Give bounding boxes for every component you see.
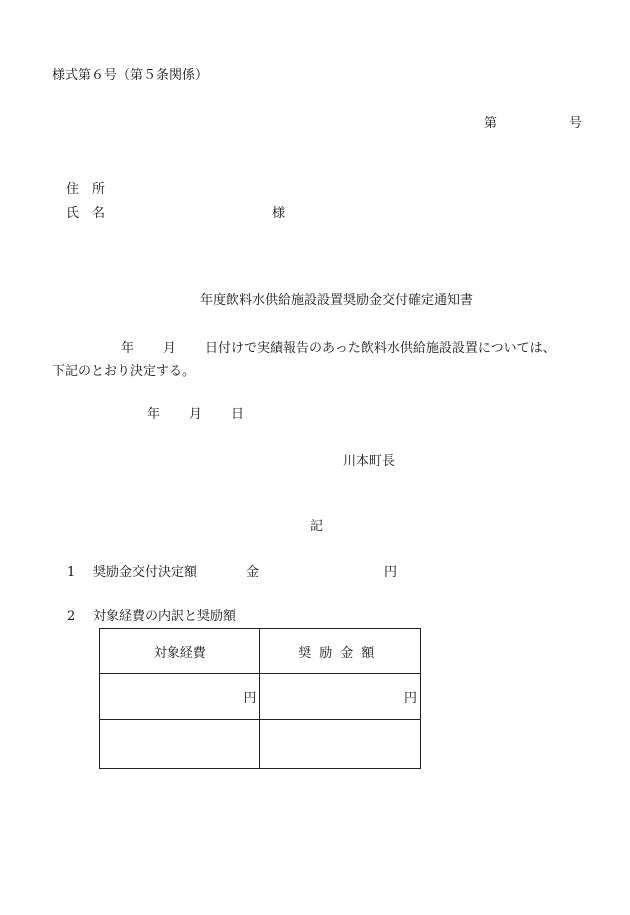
header-target-expense: 対象経費 xyxy=(100,629,260,674)
item1-number: 1 xyxy=(67,565,76,580)
document-number-suffix: 号 xyxy=(569,116,583,131)
cell-empty xyxy=(260,720,421,769)
document-number-prefix: 第 xyxy=(484,116,498,131)
address-label: 住所 xyxy=(66,182,119,197)
date-day-label: 日 xyxy=(231,407,245,422)
cell-expense-yen: 円 xyxy=(100,674,260,720)
date-month-label: 月 xyxy=(189,407,203,422)
breakdown-table xyxy=(99,628,421,769)
document-title: 年度飲料水供給施設設置奨励金交付確定通知書 xyxy=(200,293,474,308)
form-label: 様式第６号（第５条関係） xyxy=(52,68,209,83)
body-text-line2: 下記のとおり決定する。 xyxy=(52,364,196,379)
item2-label: 対象経費の内訳と奨励額 xyxy=(93,609,237,624)
item1-yen-label: 円 xyxy=(384,565,398,580)
item2-number: 2 xyxy=(67,609,76,624)
item1-kin-label: 金 xyxy=(246,565,260,580)
name-label: 氏名 xyxy=(66,206,119,221)
ki-heading: 記 xyxy=(310,519,324,534)
item1-label: 奨励金交付決定額 xyxy=(93,565,198,580)
table-header-row xyxy=(100,629,421,674)
honorific: 様 xyxy=(272,206,286,221)
body-text-line1: 日付けで実績報告のあった飲料水供給施設設置については、 xyxy=(205,341,556,356)
body-month-label: 月 xyxy=(163,341,177,356)
body-year-label: 年 xyxy=(121,341,135,356)
header-incentive-amount: 奨励金額 xyxy=(260,629,421,674)
date-year-label: 年 xyxy=(147,407,161,422)
table-row xyxy=(100,720,421,769)
issuer-name: 川本町長 xyxy=(343,454,396,469)
cell-amount-yen: 円 xyxy=(260,674,421,720)
cell-empty xyxy=(100,720,260,769)
table-row xyxy=(100,674,421,720)
